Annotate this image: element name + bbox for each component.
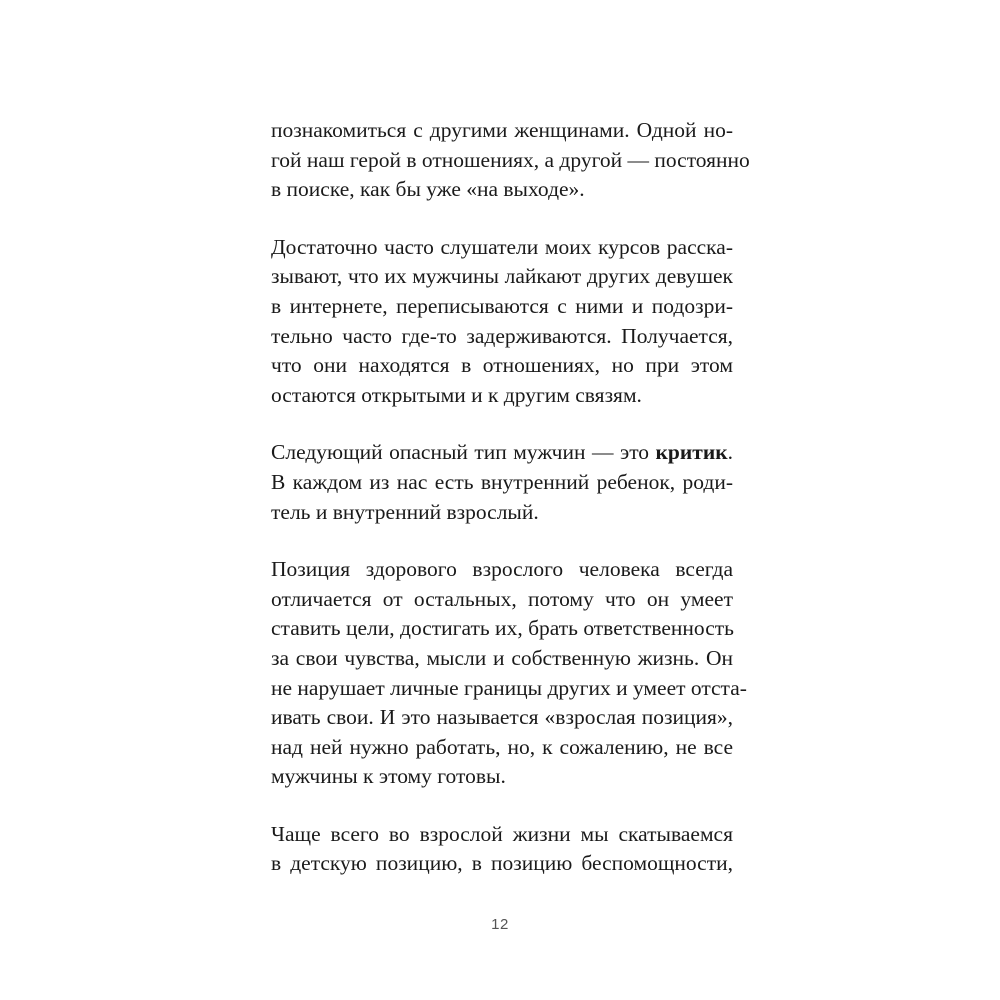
text-line: ставить цели, достигать их, брать ответственность — [271, 616, 734, 641]
text-line: мужчины к этому готовы. — [271, 764, 506, 789]
text-line: за свои чувства, мысли и собственную жизнь. Он — [271, 645, 733, 670]
paragraph-2 — [271, 233, 733, 411]
text-line: остаются открытыми и к другим связям. — [271, 382, 642, 407]
text-line: тель и внутренний взрослый. — [271, 499, 539, 524]
text-line: над ней нужно работать, но, к сожалению, не все — [271, 734, 733, 759]
paragraph-3 — [271, 438, 733, 527]
text-line: в поиске, как бы уже «на выходе». — [271, 177, 585, 202]
body-text — [271, 116, 750, 907]
page-number: 12 — [491, 916, 509, 933]
text-line: не нарушает личные границы других и умеет отста- — [271, 675, 747, 700]
text-segment: Следующий опасный тип мужчин — это — [271, 440, 656, 465]
paragraph-4 — [271, 555, 747, 792]
text-segment: . — [727, 440, 733, 465]
text-line: В каждом из нас есть внутренний ребенок, роди- — [271, 469, 733, 494]
text-line: Чаще всего во взрослой жизни мы скатываемся — [271, 821, 733, 846]
text-line: гой наш герой в отношениях, а другой — постоянно — [271, 147, 750, 172]
paragraph-1 — [271, 116, 750, 205]
text-line — [271, 438, 733, 468]
paragraph-5 — [271, 820, 733, 879]
text-line: в детскую позицию, в позицию беспомощности, — [271, 851, 733, 876]
text-line: в интернете, переписываются с ними и подозри- — [271, 293, 733, 318]
text-line: Позиция здорового взрослого человека всегда — [271, 557, 733, 582]
text-line: что они находятся в отношениях, но при этом — [271, 353, 733, 378]
text-line: Достаточно часто слушатели моих курсов расска- — [271, 234, 733, 259]
text-line: тельно часто где-то задерживаются. Получается, — [271, 323, 733, 348]
text-line: отличается от остальных, потому что он умеет — [271, 586, 733, 611]
text-line: познакомиться с другими женщинами. Одной но- — [271, 118, 733, 142]
text-line: зывают, что их мужчины лайкают других девушек — [271, 264, 733, 289]
text-line: ивать свои. И это называется «взрослая позиция», — [271, 705, 733, 730]
bold-term: критик — [655, 440, 728, 465]
